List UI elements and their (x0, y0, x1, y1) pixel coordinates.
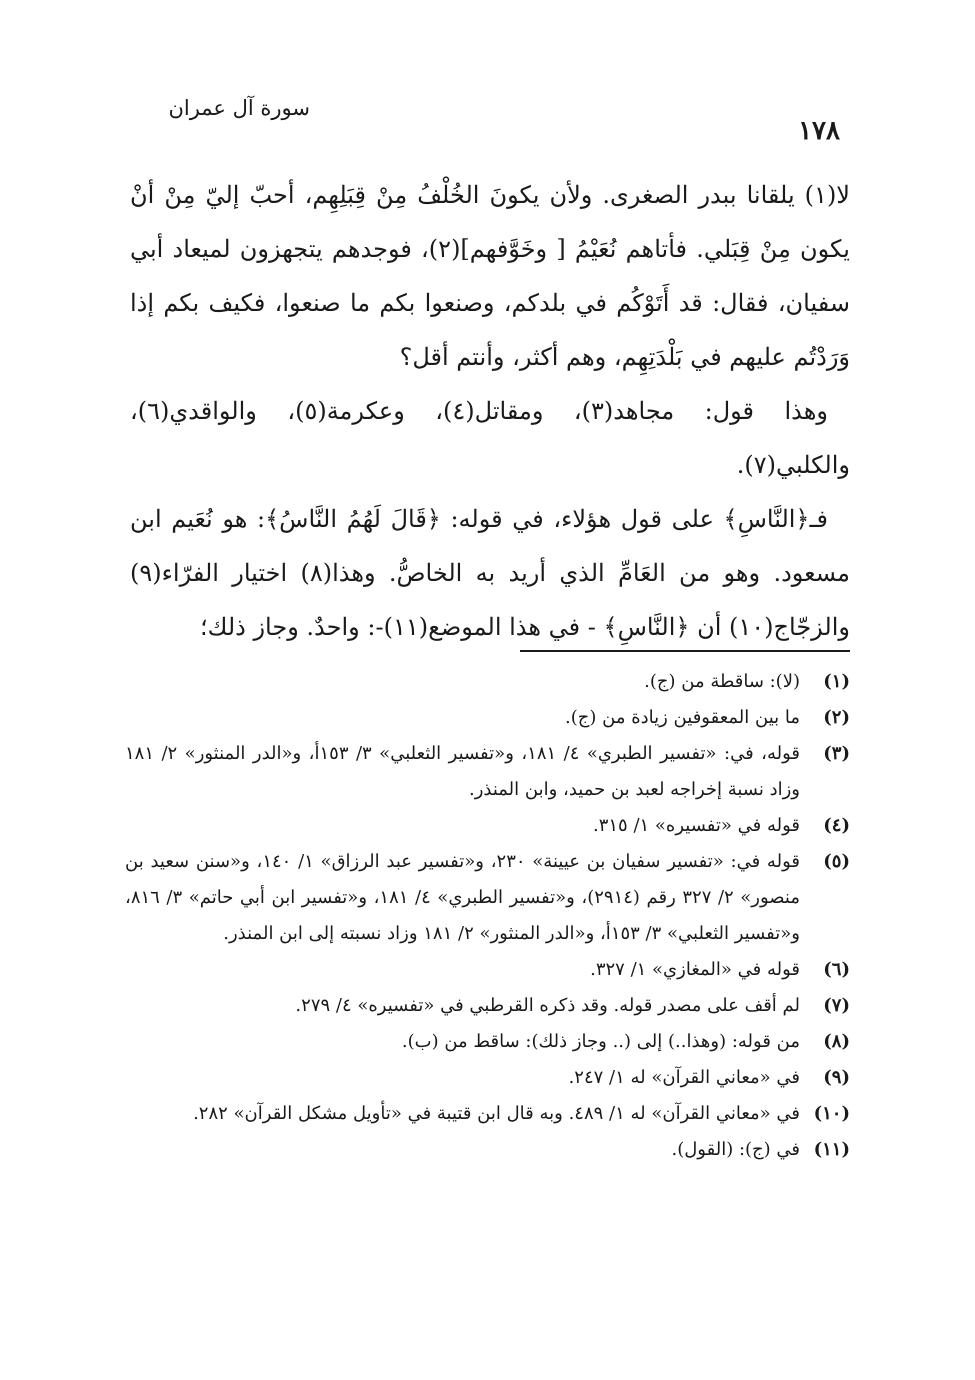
footnote (125, 952, 850, 988)
footnote (125, 736, 850, 808)
running-title: سورة آل عمران (168, 96, 310, 120)
footnotes (125, 664, 850, 1168)
footnote-number: (٣) (823, 743, 850, 764)
paragraph: لا(١) يلقانا ببدر الصغرى. ولأن يكونَ الخُلْفُ مِنْ قِبَلِهِم، أحبّ إليّ مِنْ أنْ يكون مِنْ قِبَلي. فأتاهم نُعَيْمُ [ وخَوَّفهم](٢)، فوجدهم يتجهزون لميعاد أبي سفيان، فقال: قد أَتَوْكُم في بلدكم، وصنعوا بكم ما صنعوا، فكيف بكم إذا وَرَدْتُم عليهم في بَلْدَتِهِم، وهم أكثر، وأنتم أقل؟ (130, 181, 850, 371)
footnote-text: ما بين المعقوفين زيادة من (ج). (565, 707, 800, 728)
footnote (125, 808, 850, 844)
footnote-number: (٤) (823, 815, 850, 836)
footnote-number: (١) (823, 671, 850, 692)
footnote (125, 700, 850, 736)
footnote-number: (٧) (823, 995, 850, 1016)
footnote (125, 1132, 850, 1168)
footnote (125, 844, 850, 952)
footnote (125, 988, 850, 1024)
page-number: ١٧٨ (798, 116, 840, 146)
footnote-text: في «معاني القرآن» له ١/ ٤٨٩. وبه قال ابن قتيبة في «تأويل مشكل القرآن» ٢٨٢. (193, 1103, 800, 1124)
paragraph: وهذا قول: مجاهد(٣)، ومقاتل(٤)، وعكرمة(٥)، والواقدي(٦)، والكلبي(٧). (130, 397, 850, 479)
paragraph: فـ﴿النَّاسِ﴾ على قول هؤلاء، في قوله: ﴿قَالَ لَهُمُ النَّاسُ﴾: هو نُعَيم ابن مسعود. وهو من العَامِّ الذي أريد به الخاصُّ. وهذا(٨) اختيار الفرّاء(٩) والزجّاج(١٠) أن ﴿النَّاسِ﴾ - في هذا الموضع(١١)-: واحدٌ. وجاز ذلك؛ (130, 505, 850, 641)
footnote-text: في (ج): (القول). (671, 1139, 800, 1160)
footnote (125, 1060, 850, 1096)
footnote-number: (٩) (823, 1067, 850, 1088)
footnote-text: قوله في: «تفسير سفيان بن عيينة» ٢٣٠، و«تفسير عبد الرزاق» ١/ ١٤٠، و«سنن سعيد بن منصور» ٢/ ٣٢٧ رقم (٢٩١٤)، و«تفسير الطبري» ٤/ ١٨١، و«تفسير ابن أبي حاتم» ٣/ ٨١٦، و«تفسير الثعلبي» ٣/ ١٥٣أ، و«الدر المنثور» ٢/ ١٨١ وزاد نسبته إلى ابن المنذر. (125, 851, 800, 944)
footnote-text: (لا): ساقطة من (ج). (644, 671, 800, 692)
footnote-text: قوله، في: «تفسير الطبري» ٤/ ١٨١، و«تفسير الثعلبي» ٣/ ١٥٣أ، و«الدر المنثور» ٢/ ١٨١ وزاد نسبة إخراجه لعبد بن حميد، وابن المنذر. (125, 743, 800, 800)
footnote-number: (٨) (823, 1031, 850, 1052)
footnote-number: (١٠) (813, 1103, 850, 1124)
footnote-text: من قوله: (وهذا..) إلى (.. وجاز ذلك): ساقط من (ب). (401, 1031, 800, 1052)
footnote-number: (١١) (813, 1139, 850, 1160)
footnote-number: (٥) (823, 851, 850, 872)
footnote-text: في «معاني القرآن» له ١/ ٢٤٧. (568, 1067, 800, 1088)
footnote-text: قوله في «المغازي» ١/ ٣٢٧. (590, 959, 800, 980)
footnote (125, 664, 850, 700)
footnote-number: (٦) (823, 959, 850, 980)
main-text (130, 168, 850, 654)
footnote (125, 1024, 850, 1060)
footnote-divider (520, 650, 850, 652)
footnote-text: قوله في «تفسيره» ١/ ٣١٥. (592, 815, 800, 836)
footnote-number: (٢) (823, 707, 850, 728)
footnote-text: لم أقف على مصدر قوله. وقد ذكره القرطبي في «تفسيره» ٤/ ٢٧٩. (295, 995, 800, 1016)
footnote (125, 1096, 850, 1132)
